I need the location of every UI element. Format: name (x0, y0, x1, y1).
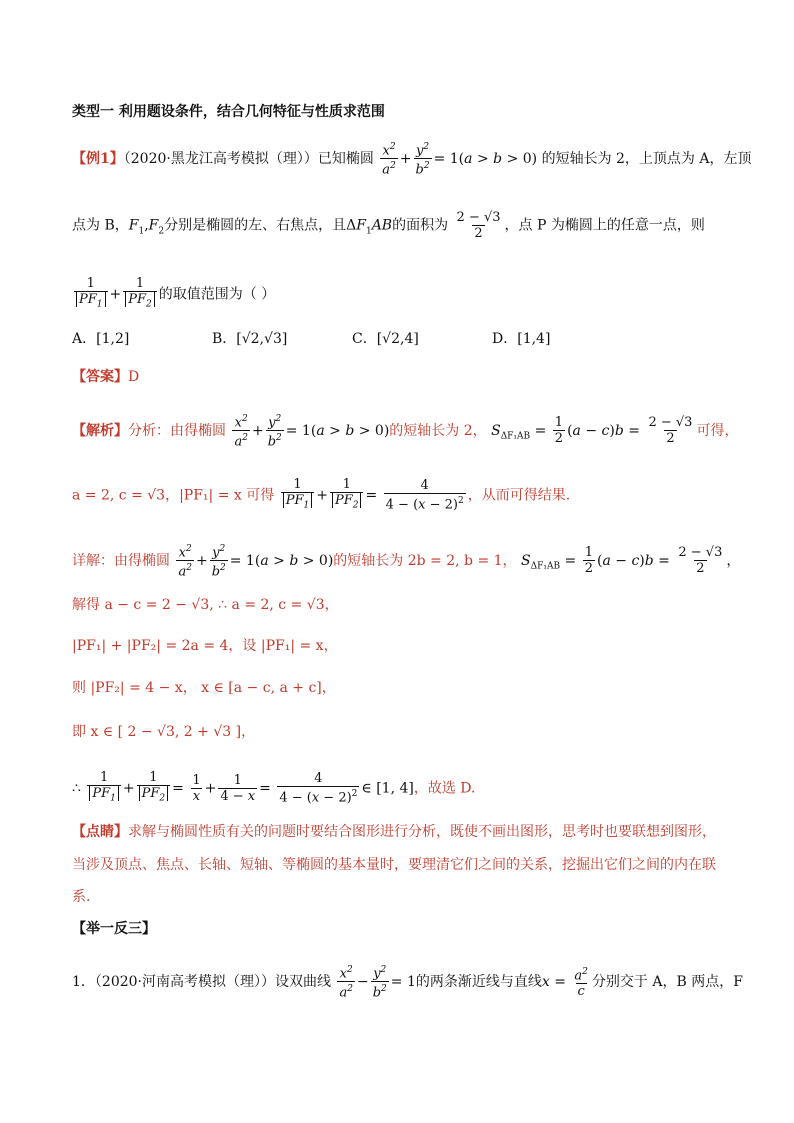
answer-line (72, 367, 724, 387)
answer-tag: 【答案】 (72, 369, 128, 385)
comment-tag: 【点睛】 (72, 824, 128, 840)
analysis-line-1: 【解析】分析：由得椭圆 $\frac{x^2}{a^2}$ + $\frac{y^2}{b^2}$ = 1(a > b > 0)的短轴长为 2， $S_{\Delta F_1AB}$ = $\frac{1}{2}$ (a − c)b = $\frac{2 - √3}{2}$ 可得， (72, 414, 739, 450)
area-frac: $\frac{2 - √3}{2}$ (456, 210, 501, 241)
comment-line-1: 【点睛】求解与椭圆性质有关的问题时要结合图形进行分析，既使不画出图形，思考时也要联想到图形， (72, 824, 716, 840)
analysis-tag: 【解析】 (72, 422, 128, 439)
detail-line-5: 即 x ∈ [ 2 − √3, 2 + √3 ]， (72, 724, 256, 740)
detail-line-3: |PF₁| + |PF₂| = 2a = 4，设 |PF₁| = x， (72, 638, 338, 654)
ellipse-x-frac: $\frac{x^2}{a^2}$ (382, 142, 396, 178)
answer-value: D (128, 369, 140, 385)
comment-line-2: 当涉及顶点、焦点、长轴、短轴、等椭圆的基本量时，要理清它们之间的关系，挖掘出它们之间的内在联 (72, 857, 716, 873)
analysis-line-2: a = 2, c = √3，|PF₁| = x 可得 $\frac{1}{PF_1}$ + $\frac{1}{PF_2}$ = $\frac{4}{4 - (x - 2)^2}$ ，从而可得结果. (72, 477, 571, 513)
example-line-2: 点为 B，$F_1,F_2$分别是椭圆的左、右焦点，且$\Delta F_1AB$的面积为 $\frac{2 - √3}{2}$ ，点 P 为椭圆上的任意一点，则 (72, 210, 705, 241)
comment-line-3: 系. (72, 889, 91, 905)
practice-1-line: 1．（2020·河南高考模拟（理））设双曲线 $\frac{x^2}{a^2}$ − $\frac{y^2}{b^2}$ = 1的两条渐近线与直线x = $\frac{a^2}{c}$ 分别交于 A，B 两点，F (72, 965, 743, 1001)
option-b[interactable]: B．[√2,√3] (212, 331, 288, 347)
detail-line-6: ∴ $\frac{1}{PF_1}$ + $\frac{1}{PF_2}$ = $\frac{1}{x}$ + $\frac{1}{4 - x}$ = $\frac{4}{4 - (x - 2)^2}$ ∈ [1, 4]，故选 D. (72, 770, 476, 806)
option-c[interactable]: C．[√2,4] (352, 331, 419, 347)
detail-line-1: 详解：由得椭圆 $\frac{x^2}{a^2}$ + $\frac{y^2}{b^2}$ = 1(a > b > 0)的短轴长为 2b = 2, b = 1， $S_{\Delta F_1AB}$ = $\frac{1}{2}$ (a − c)b = $\frac{2 - √3}{2}$ ， (72, 544, 741, 580)
option-d[interactable]: D．[1,4] (492, 331, 551, 347)
example-source: （2020·黑龙江高考模拟（理）） (123, 150, 318, 167)
example-line-1: 【例1】（2020·黑龙江高考模拟（理））已知椭圆 $\frac{x^2}{a^2}$ + $\frac{y^2}{b^2}$ = 1(a > b > 0) 的短轴长为 2，上顶点为 A，左顶 (72, 142, 752, 178)
options-row (72, 329, 724, 349)
section-title: 类型一 利用题设条件，结合几何特征与性质求范围 (72, 104, 385, 120)
detail-line-2: 解得 a − c = 2 − √3, ∴ a = 2, c = √3， (72, 597, 339, 613)
practice-header: 【举一反三】 (72, 921, 156, 937)
detail-line-4: 则 |PF₂| = 4 − x， x ∈ [a − c, a + c]， (72, 680, 336, 696)
example-line-3: $\frac{1}{PF_1}$ + $\frac{1}{PF_2}$ 的取值范围为（ ） (72, 276, 724, 313)
example-tag: 【例1】 (72, 150, 124, 167)
option-a[interactable]: A．[1,2] (72, 331, 130, 347)
